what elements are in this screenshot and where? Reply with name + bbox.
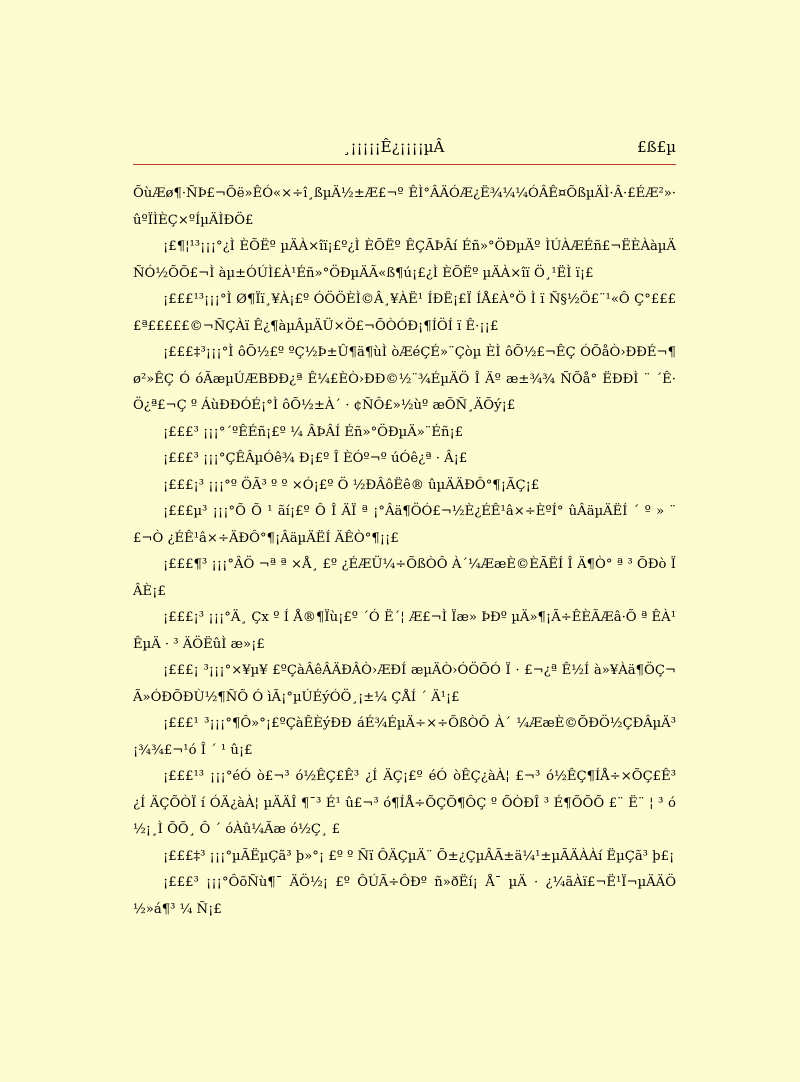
footnote: ¡£££¶³ ¡¡¡°ÂÖ ¬ª ª ×Å¸ £º ¿ÉÆÜ¼÷ÕßÒÔ À´¼ÆæÈ©ÈÃËÍ Î Ä¶Ò° ª ³ ÕÐò Ï ÂÈ¡£	[133, 557, 676, 599]
footnote: ¡£££‡³ ¡¡¡°µÃËµÇã³ þ»°¡ £º º Ñï ÔÄÇµÄ¨ Õ±¿ÇµÂÃ±ä¼¹±µÃÄÀÀí ËµÇã³ þ£¡	[163, 848, 675, 864]
footnote: ¡£££¡³ ¡¡¡°º ÖÃ³ º º ×Ó¡£º Ö ½ÐÂôËê® ûµÄÄÐÔ°¶¡ÃÇ¡£	[163, 477, 540, 493]
footnote: ¡£££¹³ ¡¡¡°éÓ ò£¬³ ó½ÊÇ£Ê³ ¿Í ÄÇ¡£º éÓ òÊÇ¿àÀ¦ £¬³ ó½ÊÇ¶ÍÅ÷×ÕÇ£Ê³ ¿Í ÄÇÕÒÏ í ÓÄ¿àÀ¦ µÄÄÎ ¶¯³ É¹ û£¬³ ó¶ÍÅ÷ÕÇÕ¶ÔÇ º ÕÒÐÎ ³ É¶ÕÕÕ £¨ Ë¨ ¦ ³ ó½¡¸Ì ÕÕ¸ Ô ´ óÀû¼Ãæ ó½Ç¸ £	[133, 769, 676, 837]
footnote: ¡£££¡³ ¡¡¡°Ä¸ Çx º Í Å®¶Ïù¡£º ´Ó Ë´¦ Æ£¬Ì Ïæ» ÞÐº µÄ»¶¡Ã÷ÊÈÃÆâ·Õ ª ÊÀ¹ ÊµÄ · ³ ÄÖËûÌ æ»¡£	[133, 610, 676, 652]
header-title: ¸¡¡¡¡¡Ê¿¡¡¡¡µÂ	[343, 138, 445, 156]
footnote: ¡£££¡ ³¡¡¡°×¥µ¥ £ºÇàÂêÂÄÐÂÒ›ÆÐÍ æµÄÒ›ÓÖÕÓ Ï · £¬¿ª Ê½Í à»¥Àä¶ÖÇ¬Ã»ÓÐÕÐÙ½¶ÑÕ Ó ìÃ¡°µÚÉýÓÖ¸¡±¼ ÇÅÍ ´ Ä¹¡£	[133, 663, 676, 705]
footnote: ¡£££³ ¡¡¡°ÇÊÂµÓê¾ Ð¡£º Î ÈÓº¬º úÓê¿ª · Â¡£	[163, 451, 468, 466]
footnote: ¡£££³ ¡¡¡°´ºÊÉñ¡£º ¼ ÂÞÂÍ Éñ»°ÖÐµÄ»¨Éñ¡£	[163, 424, 464, 440]
footnote: ¡£££¹ ³¡¡¡°¶Ô»°¡£ºÇàÊÈýÐÐ áÉ¾ÉµÄ÷×÷ÕßÒÔ À´ ¼ÆæÈ©ÕÐÖ½ÇÐÂµÄ³ ¡¾¾£¬¹ó Î ´ ¹ û¡£	[133, 716, 676, 758]
paragraph: ÕùÆø¶·ÑÞ£¬Õë»ÊÓ«×÷î¸ßµÄ½±Æ£¬º ÊÌ°ÂÄÓÆ¿Ë¾¼¼ÓÂÊ¤ÕßµÄÌ·Â·£ÉÆ²»·ûºÏÌÈÇ×ºÍµÄÌÐÖ£	[133, 186, 676, 228]
page-number: £ß£µ	[637, 138, 676, 156]
footnote: ¡£££µ³ ¡¡¡°Õ Õ ¹ ãí¡£º Ô Î ÄÏ ª ¡°Âä¶ÖÓ£¬½È¿ÉÊ¹â×÷ÈºÍ° ûÂäµÄËÍ ´ º » ¨£¬Ò ¿ÉÊ¹â×÷ÄÐÔ°¶¡ÂäµÄËÍ ÄÊÒ°¶¡¡£	[133, 504, 676, 546]
footnote: ¡£¶¦¹³¡¡¡°¿Ì ÈÕËº µÄÀ×îï¡£º¿Ì ÈÕËº ÊÇÃÞÂí Éñ»°ÖÐµÄº ÌÚÀÆÉñ£¬ËÈÀàµÄÑÓ½ÕÕ£¬Ì àµ±ÓÚÌ£À¹Éñ»°ÖÐµÄÃ«ß¶ú¡£¿Ì ÈÕËº µÄÀ×îï Ö¸¹ËÌ ï¡£	[133, 239, 676, 281]
footnote: ¡£££‡³¡¡¡°Ì ôÕ½£º ºÇ½Þ±Û¶ä¶ùÌ òÆéÇÉ»¨Çòµ ÈÌ ôÕ½£¬ÊÇ ÓÕåÒ›ÐÐÉ¬¶ø²»ÊÇ Ó óÃæµÚÆBÐÐ¿ª Ê¼£ÈÒ›ÐÐ©½¨¾ÉµÄÖ Î Äº æ±¾¾ ÑÕå° ËÐÐÌ ¨ ´Ê·Ö¿ª£¬Ç º ÁùÐÐÓÉ¡°Ì ôÕ½±À´ · ¢ÑÔ£»½ùº æÕÑ¸ÄÕý¡£	[133, 345, 676, 413]
body-text	[133, 181, 676, 923]
footnote: ¡£££³ ¡¡¡°ÔõÑù¶¯ ÄÖ½¡ £º ÔÚÃ÷ÔÐº ñ»ðËí¡ Å¯ µÄ · ¿¼ãÀï£¬Ë¹Ï¬µÄÄÖ½»á¶³ ¼ Ñ¡£	[133, 875, 676, 917]
running-header	[133, 138, 676, 165]
footnote: ¡£££¹³¡¡¡°Ì Ø¶Ïï¸¥À¡£º ÓÖÖÈÌ©Â¸¥ÀË¹ ÍÐË¡£Ï ÍÅ£À°Ö Ì ï Ñ§½Ö£¨¹«Ô Ç°££££ª£££££©¬ÑÇÀï Ê¿¶àµÂµÄÜ×Ö£¬ÕÒÓÐ¡¶ÍÖÍ ï Ê·¡¡£	[133, 292, 676, 334]
